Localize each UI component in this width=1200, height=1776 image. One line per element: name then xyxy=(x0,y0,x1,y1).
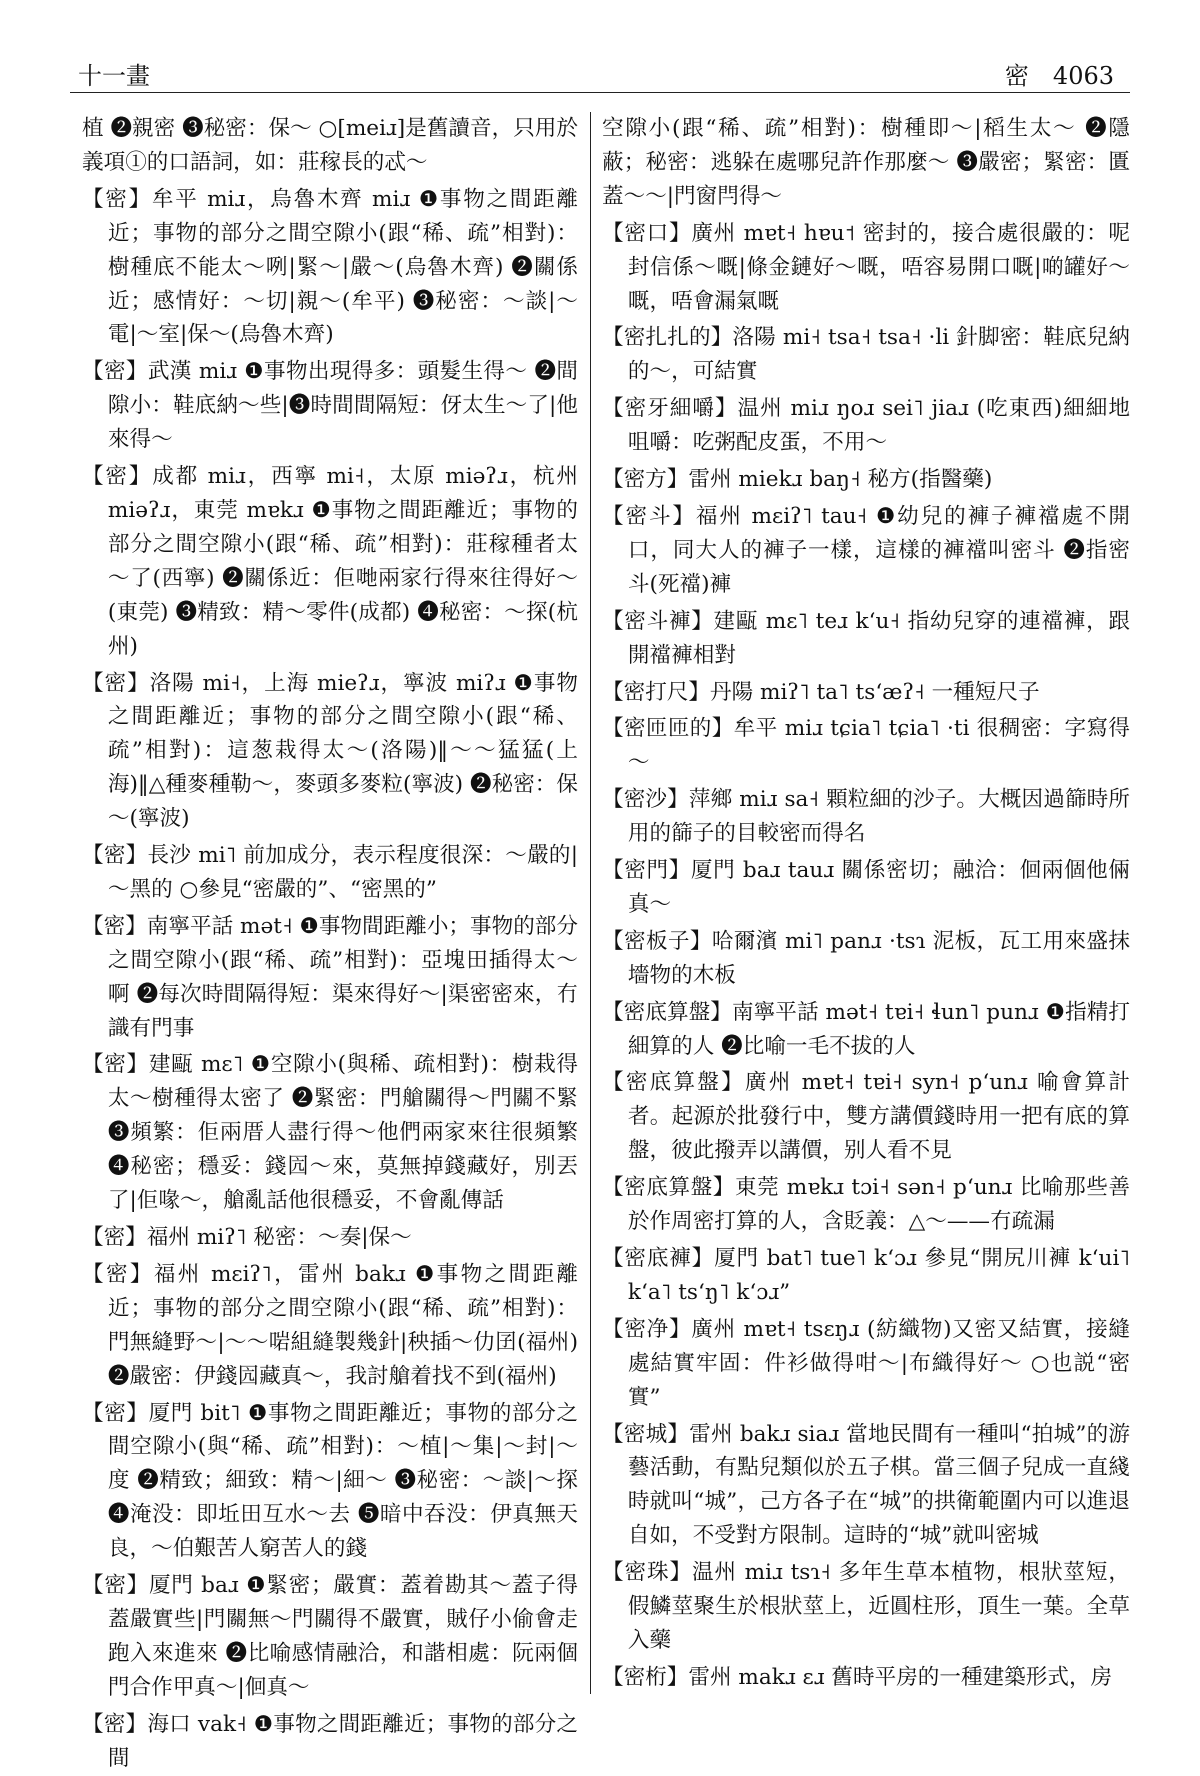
dictionary-entry: 【密】建甌 mɛ˥ ❶空隙小(與稀、疏相對)：樹栽得太～樹種得太密了 ❷緊密：門艙關得～門關不緊 ❸頻繁：佢兩厝人盡行得～他們兩家來往很頻繁 ❹秘密；穩妥：錢囥～來，莫無掉錢藏好，別丟了|佢喙～，艙亂話他很穩妥，不會亂傳話 xyxy=(82,1052,578,1214)
dictionary-entry: 【密底算盤】廣州 mɐt˧ tɐi˧ syn˧ pʻunɹ 喻會算計者。起源於批發行中，雙方講價錢時用一把有底的算盤，彼此撥弄以講價，别人看不見 xyxy=(602,1070,1130,1164)
dictionary-entry: 植 ❷親密 ❸秘密：保～ ○[meiɹ]是舊讀音，只用於義項①的口語詞，如：莊稼長的忒～ xyxy=(82,116,578,175)
dictionary-entry: 【密城】雷州 bakɹ siaɹ 當地民間有一種叫“拍城”的游藝活動，有點兒類似於五子棋。當三個子兒成一直綫時就叫“城”，己方各子在“城”的拱衛範圍内可以進退自如，不受對方限制。這時的“城”就叫密城 xyxy=(602,1421,1130,1549)
dictionary-entry: 【密板子】哈爾濱 mi˥ panɹ ·tsɿ 泥板，瓦工用來盛抹墻物的木板 xyxy=(602,928,1130,988)
dictionary-entry: 【密方】雷州 miekɹ baŋ˧ 秘方(指醫藥) xyxy=(602,467,993,493)
dictionary-entry: 【密净】廣州 mɐt˧ tsɛŋɹ (紡織物)又密又結實，接縫處結實牢固：件衫做得咁～|布織得好～ ○也説“密實” xyxy=(602,1316,1130,1410)
dictionary-entry: 【密門】厦門 baɹ tauɹ 關係密切；融洽：佪兩個他倆真～ xyxy=(602,858,1130,917)
dictionary-entry: 【密斗褲】建甌 mɛ˥ teɹ kʻu˧ 指幼兒穿的連襠褲，跟開襠褲相對 xyxy=(602,608,1130,668)
dictionary-entry: 【密】海口 vak˧ ❶事物之間距離近；事物的部分之間 xyxy=(82,1711,578,1771)
dictionary-entry: 【密底褲】厦門 bat˥ tue˥ kʻɔɹ 參見“開尻川褲 kʻui˥ kʻa˥ tsʻŋ˥ kʻɔɹ” xyxy=(602,1246,1130,1305)
dictionary-entry: 【密】長沙 mi˥ 前加成分，表示程度很深：～嚴的|～黑的 ○參見“密嚴的”、“密黑的” xyxy=(82,843,578,902)
dictionary-entry: 【密珠】温州 miɹ tsɿ˧ 多年生草本植物，根狀莖短，假鱗莖聚生於根狀莖上，近圓柱形，頂生一葉。全草入藥 xyxy=(602,1560,1130,1653)
dictionary-entry: 【密沙】萍鄉 miɹ sa˧ 顆粒細的沙子。大概因過篩時所用的篩子的目較密而得名 xyxy=(602,787,1130,847)
dictionary-entry: 【密牙細嚼】温州 miɹ ŋoɹ sei˥ jiaɹ (吃東西)細細地咀嚼：吃粥配皮蛋，不用～ xyxy=(602,396,1130,456)
dictionary-entry: 【密】洛陽 mi˧，上海 mieʔɹ，寧波 miʔɹ ❶事物之間距離近；事物的部分之間空隙小(跟“稀、疏”相對)：這葱栽得太～(洛陽)‖～～猛猛(上海)‖△種麥種勒～，麥頭多麥粒(寧波) ❷秘密：保～(寧波) xyxy=(82,670,578,832)
dictionary-entry: 【密】武漢 miɹ ❶事物出現得多：頭髮生得～ ❷間隙小：鞋底納～些|❸時間間隔短：伢太生～了|他來得～ xyxy=(82,359,578,453)
dictionary-entry: 【密桁】雷州 makɹ ɛɹ 舊時平房的一種建築形式，房 xyxy=(602,1664,1113,1690)
dictionary-entry: 【密】厦門 bit˥ ❶事物之間距離近；事物的部分之間空隙小(與“稀、疏”相對)：～植|～集|～封|～度 ❷精致；細致：精～|細～ ❸秘密：～談|～探 ❹淹没：即坵田互水～去 ❺暗中吞没：伊真無天良，～伯艱苦人窮苦人的錢 xyxy=(82,1400,578,1562)
dictionary-entry: 【密】牟平 miɹ，烏魯木齊 miɹ ❶事物之間距離近；事物的部分之間空隙小(跟“稀、疏”相對)：樹種底不能太～咧|緊～|嚴～(烏魯木齊) ❷關係近；感情好：～切|親～(牟平) ❸秘密：～談|～電|～室|保～(烏魯木齊) xyxy=(82,186,578,348)
dictionary-entry: 【密】南寧平話 mət˧ ❶事物間距離小；事物的部分之間空隙小(跟“稀、疏”相對)：亞塊田插得太～啊 ❷每次時間隔得短：渠來得好～|渠密密來，冇識有門事 xyxy=(82,913,578,1041)
dictionary-entry: 【密底算盤】南寧平話 mət˧ tɐi˧ ɬun˥ punɹ ❶指精打細算的人 ❷比喻一毛不拔的人 xyxy=(602,999,1130,1059)
dictionary-entry: 【密扎扎的】洛陽 mi˧ tsa˧ tsa˧ ·li 針脚密：鞋底兒納的～，可結實 xyxy=(602,325,1130,385)
running-head xyxy=(1005,56,1114,91)
page-number: 4063 xyxy=(1052,62,1114,90)
left-column xyxy=(82,112,578,1771)
dictionary-entry: 【密底算盤】東莞 mɐkɹ tɔi˧ sən˧ pʻunɹ 比喻那些善於作周密打算的人，含貶義：△～——冇疏漏 xyxy=(602,1175,1130,1235)
right-column xyxy=(602,112,1130,1714)
dictionary-entry: 【密】福州 miʔ˥ 秘密：～奏|保～ xyxy=(82,1225,412,1250)
dictionary-entry: 【密】福州 mɛiʔ˥，雷州 bakɹ ❶事物之間距離近；事物的部分之間空隙小(跟“稀、疏”相對)：門無縫野～|～～啱組縫製幾針|秧插～仂囝(福州) ❷嚴密：伊錢囥藏真～，我討艙着找不到(福州) xyxy=(82,1261,578,1389)
dictionary-entry: 【密匝匝的】牟平 miɹ tɕia˥ tɕia˥ ·ti 很稠密：字寫得～ xyxy=(602,716,1130,776)
dictionary-entry: 【密】成都 miɹ，西寧 mi˧，太原 miəʔɹ，杭州 miəʔɹ，東莞 mɐkɹ ❶事物之間距離近；事物的部分之間空隙小(跟“稀、疏”相對)：莊稼種者太～了(西寧) ❷關係近：佢哋兩家行得來往得好～(東莞) ❸精致：精～零件(成都) ❹秘密：～探(杭州) xyxy=(82,464,578,659)
dictionary-entry: 【密】厦門 baɹ ❶緊密；嚴實：蓋着勘其～蓋子得蓋嚴實些|門關無～門關得不嚴實，賊仔小偷會走跑入來進來 ❷比喻感情融洽，和諧相處：阮兩個門合作甲真～|佪真～ xyxy=(82,1573,578,1700)
head-character: 密 xyxy=(1004,62,1029,90)
dictionary-entry: 【密打尺】丹陽 miʔ˥ ta˥ tsʻæʔ˧ 一種短尺子 xyxy=(602,679,1040,705)
column-divider xyxy=(590,112,591,1694)
dictionary-entry: 【密口】廣州 mɐt˧ hɐu˦ 密封的，接合處很嚴的：呢封信係～嘅|條金鏈好～嘅，唔容易開口嘅|啲罐好～嘅，唔會漏氣嘅 xyxy=(602,220,1130,314)
section-label: 十一畫 xyxy=(78,62,150,90)
dictionary-entry: 空隙小(跟“稀、疏”相對)：樹種即～|稻生太～ ❷隱蔽；秘密：逃躲在處哪兒許作那麼～ ❸嚴密；緊密：匱蓋～～|門窗閂得～ xyxy=(602,116,1130,209)
page-header xyxy=(70,52,1130,93)
dictionary-entry: 【密斗】福州 mɛiʔ˥ tau˧ ❶幼兒的褲子褲襠處不開口，同大人的褲子一樣，這樣的褲襠叫密斗 ❷指密斗(死襠)褲 xyxy=(602,503,1130,597)
